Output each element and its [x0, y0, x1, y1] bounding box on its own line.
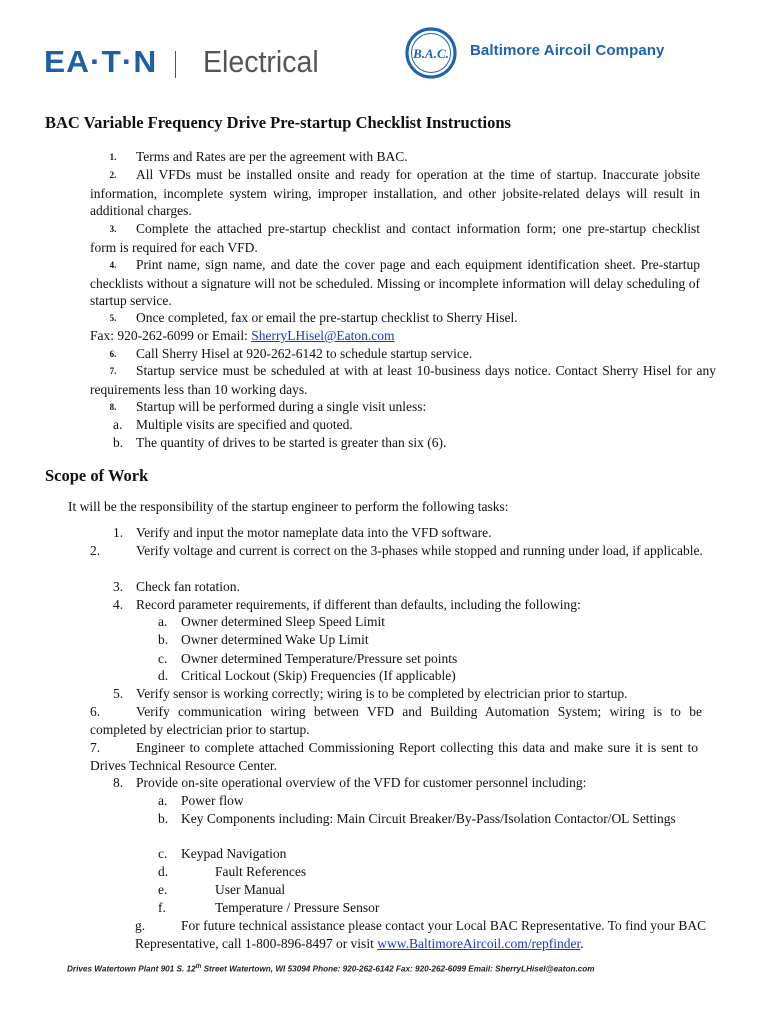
- item-number: g.: [135, 918, 146, 933]
- item-number: 8.: [109, 402, 117, 412]
- sub-list-item: [158, 863, 306, 881]
- item-text: Multiple visits are specified and quoted.: [136, 417, 353, 432]
- list-item: [90, 398, 426, 416]
- list-item: [113, 524, 492, 542]
- item-number: b.: [113, 435, 124, 450]
- footer-address: Drives Watertown Plant 901 S. 12: [67, 964, 196, 974]
- item-text: The quantity of drives to be started is greater than six (6).: [136, 435, 447, 450]
- list-item: [90, 148, 408, 166]
- sub-list-item: [158, 899, 379, 917]
- item-text: Temperature / Pressure Sensor: [215, 900, 380, 915]
- item-number: 7.: [109, 366, 117, 376]
- list-item: [113, 774, 586, 792]
- item-text-end: .: [580, 935, 584, 951]
- item-number: 3.: [109, 224, 117, 234]
- list-item: [90, 703, 702, 738]
- page-footer: [67, 964, 595, 974]
- list-item: [90, 739, 698, 774]
- item-number: 6.: [90, 704, 101, 719]
- item-text: Complete the attached pre-startup checklist and contact information form; one pre-startup checklist form is required for each VFD.: [90, 221, 700, 255]
- item-text: Power flow: [181, 793, 244, 808]
- list-item: [90, 542, 724, 560]
- footer-contact: Street Watertown, WI 53094 Phone: 920-262-6142 Fax: 920-262-6099 Email: SherryLHisel@eaton.com: [201, 964, 595, 974]
- sub-list-item: [158, 613, 385, 631]
- item-number: 8.: [113, 775, 124, 790]
- item-text: Record parameter requirements, if different than defaults, including the following:: [136, 597, 581, 612]
- item-text: Once completed, fax or email the pre-startup checklist to Sherry Hisel.: [136, 310, 518, 325]
- item-number: d.: [158, 668, 169, 683]
- item-text: Verify and input the motor nameplate data into the VFD software.: [136, 525, 492, 540]
- item-text: For future technical assistance please contact your Local BAC Representative. To find your BAC Representative, call 1-800-896-8497 or visit: [135, 918, 707, 951]
- list-item: [90, 309, 518, 327]
- item-number: 7.: [90, 740, 101, 755]
- sub-list-item: [158, 881, 285, 899]
- list-item: [90, 345, 472, 363]
- item-text: All VFDs must be installed onsite and ready for operation at the time of startup. Inaccurate jobsite information, incomplete system wiring, improper installation, and other jobsite-related delays will result in additional charges.: [90, 167, 700, 219]
- item-text: Verify communication wiring between VFD and Building Automation System; wiring is to be completed by electrician prior to startup.: [90, 704, 702, 737]
- email-link[interactable]: SherryLHisel@Eaton.com: [251, 328, 395, 343]
- item-text: Terms and Rates are per the agreement with BAC.: [136, 149, 408, 164]
- list-item: [90, 166, 700, 220]
- item-number: 6.: [109, 349, 117, 359]
- item-number: b.: [158, 811, 169, 826]
- list-item: [90, 362, 716, 398]
- sub-list-item: [158, 667, 456, 685]
- item-number: d.: [158, 864, 169, 879]
- item-number: a.: [158, 614, 168, 629]
- list-item: [113, 596, 581, 614]
- item-text: Check fan rotation.: [136, 579, 240, 594]
- item-number: f.: [158, 900, 166, 915]
- section-title: Scope of Work: [45, 466, 149, 485]
- item-number: e.: [158, 882, 168, 897]
- list-item: [90, 220, 700, 256]
- final-note: [135, 917, 725, 952]
- item-text: Call Sherry Hisel at 920-262-6142 to schedule startup service.: [136, 346, 473, 361]
- sub-list-item: [158, 810, 698, 828]
- list-item: [113, 685, 628, 703]
- item-number: b.: [158, 632, 169, 647]
- item-text: Engineer to complete attached Commissioning Report collecting this data and make sure it is sent to Drives Technical Resource Center.: [90, 740, 698, 773]
- bac-logo-text: B.A.C.: [413, 46, 449, 61]
- sub-list-item: [158, 792, 244, 810]
- list-item: [90, 256, 700, 310]
- item-text: Owner determined Temperature/Pressure set points: [181, 651, 458, 666]
- item-number: 3.: [113, 579, 124, 594]
- footer-sup: th: [195, 964, 202, 970]
- item-number: 2.: [109, 170, 117, 180]
- page-title: BAC Variable Frequency Drive Pre-startup Checklist Instructions: [45, 113, 511, 132]
- list-item: [113, 578, 240, 596]
- eaton-logo: EA·T·N: [44, 44, 158, 79]
- item-text: Print name, sign name, and date the cover page and each equipment identification sheet. Pre-startup checklists without a signature will not be scheduled. Missing or incomplete information will delay scheduling of startup service.: [90, 257, 700, 309]
- item-text: Startup service must be scheduled at with at least 10-business days notice. Contact Sherry Hisel for any requirements less than 10 working days.: [90, 363, 716, 397]
- item-text: Owner determined Sleep Speed Limit: [181, 614, 385, 629]
- electrical-label: Electrical: [203, 44, 319, 79]
- item-number: c.: [158, 846, 168, 861]
- scope-intro: It will be the responsibility of the startup engineer to perform the following tasks:: [68, 499, 509, 514]
- item-number: c.: [158, 651, 168, 666]
- sub-list-item: [158, 631, 369, 649]
- item-text: Startup will be performed during a single visit unless:: [136, 399, 427, 414]
- item-text: Owner determined Wake Up Limit: [181, 632, 369, 647]
- bac-company-name: Baltimore Aircoil Company: [470, 42, 665, 59]
- item-text: Provide on-site operational overview of the VFD for customer personnel including:: [136, 775, 587, 790]
- item-number: 4.: [113, 597, 124, 612]
- item-text: Critical Lockout (Skip) Frequencies (If applicable): [181, 668, 456, 683]
- sub-list-item: [158, 845, 286, 863]
- item-text: Key Components including: Main Circuit Breaker/By-Pass/Isolation Contactor/OL Settings: [181, 811, 676, 826]
- item-number: 5.: [113, 686, 124, 701]
- item-number: 1.: [113, 525, 124, 540]
- item-number: 2.: [90, 543, 101, 558]
- item-number: a.: [158, 793, 168, 808]
- page-header: [0, 0, 768, 100]
- header-divider: [175, 51, 176, 78]
- item-number: 1.: [109, 152, 117, 162]
- item-text: Verify voltage and current is correct on the 3-phases while stopped and running under load, if applicable.: [136, 543, 703, 558]
- bac-logo-icon: [405, 27, 457, 79]
- sub-list-item: [113, 434, 446, 452]
- item-text: Verify sensor is working correctly; wiring is to be completed by electrician prior to startup.: [136, 686, 628, 701]
- item-text: Fault References: [215, 864, 307, 879]
- repfinder-link[interactable]: www.BaltimoreAircoil.com/repfinder: [377, 935, 581, 951]
- sub-list-item: [113, 416, 353, 434]
- item-text: Keypad Navigation: [181, 846, 287, 861]
- item-number: a.: [113, 417, 123, 432]
- fax-text: Fax: 920-262-6099 or Email:: [90, 328, 252, 343]
- item-number: 4.: [109, 260, 117, 270]
- sub-list-item: [158, 650, 457, 668]
- item-number: 5.: [109, 313, 117, 323]
- item-text: User Manual: [215, 882, 286, 897]
- fax-email-line: [90, 327, 395, 345]
